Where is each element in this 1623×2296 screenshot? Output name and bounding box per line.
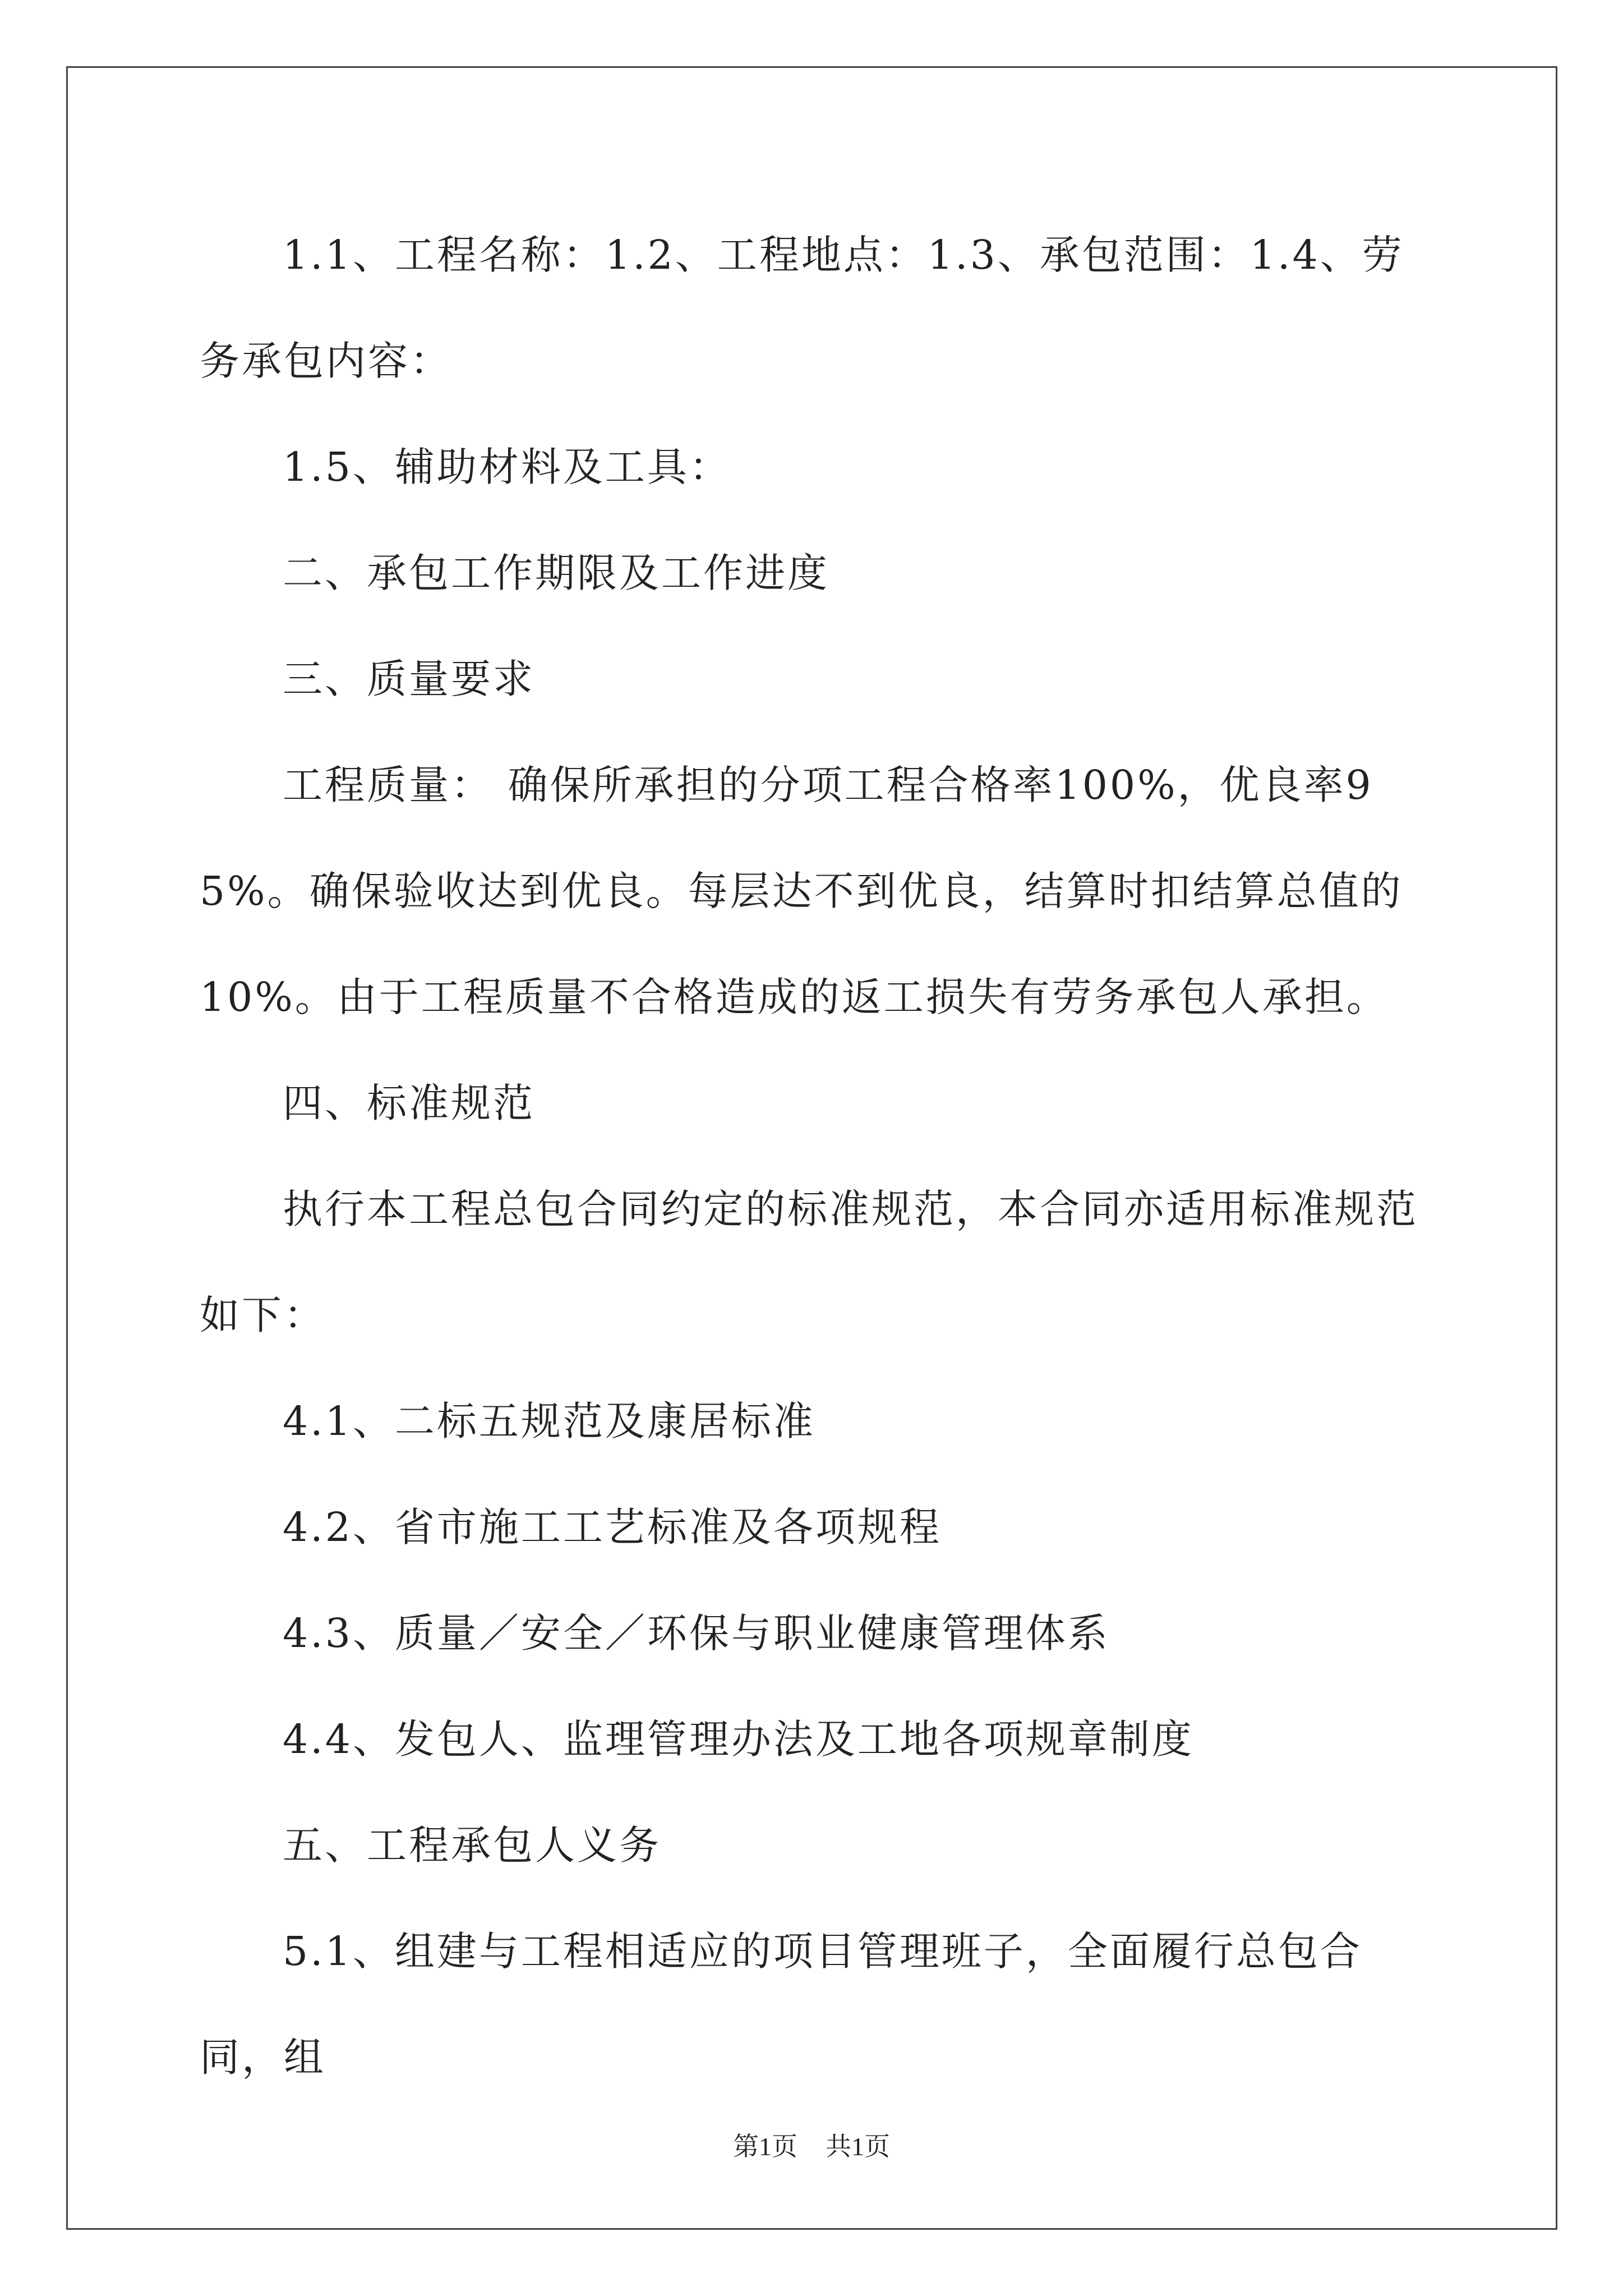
heading-quality-requirements: 三、质量要求	[283, 656, 536, 702]
list-item-standard-4-2: 4.2、省市施工工艺标准及各项规程	[283, 1504, 942, 1550]
heading-work-period: 二、承包工作期限及工作进度	[283, 550, 830, 596]
list-item-standard-4-1: 4.1、二标五规范及康居标准	[283, 1398, 815, 1444]
paragraph-materials-tools: 1.5、辅助材料及工具：	[283, 444, 731, 490]
paragraph-obligation-5-1: 5.1、组建与工程相适应的项目管理班子，全面履行总包合同，组	[200, 1928, 1362, 2081]
page-number-current: 第1页	[733, 2132, 797, 2161]
list-item-standard-4-4: 4.4、发包人、监理管理办法及工地各项规章制度	[283, 1716, 1194, 1763]
paragraph-project-info: 1.1、工程名称：1.2、工程地点：1.3、承包范围：1.4、劳务承包内容：	[200, 232, 1404, 384]
paragraph-standards-intro: 执行本工程总包合同约定的标准规范，本合同亦适用标准规范如下：	[200, 1186, 1419, 1338]
heading-contractor-obligations: 五、工程承包人义务	[283, 1822, 662, 1869]
page-number-total: 共1页	[826, 2132, 890, 2161]
document-body	[200, 202, 1428, 2110]
paragraph-quality-details: 工程质量： 确保所承担的分项工程合格率100%，优良率95%。确保验收达到优良。每层达不到优良，结算时扣结算总值的10%。由于工程质量不合格造成的返工损失有劳务承包人承担。	[200, 762, 1403, 1020]
heading-standards: 四、标准规范	[283, 1080, 536, 1126]
list-item-standard-4-3: 4.3、质量／安全／环保与职业健康管理体系	[283, 1610, 1110, 1657]
page-footer	[0, 2126, 1623, 2163]
